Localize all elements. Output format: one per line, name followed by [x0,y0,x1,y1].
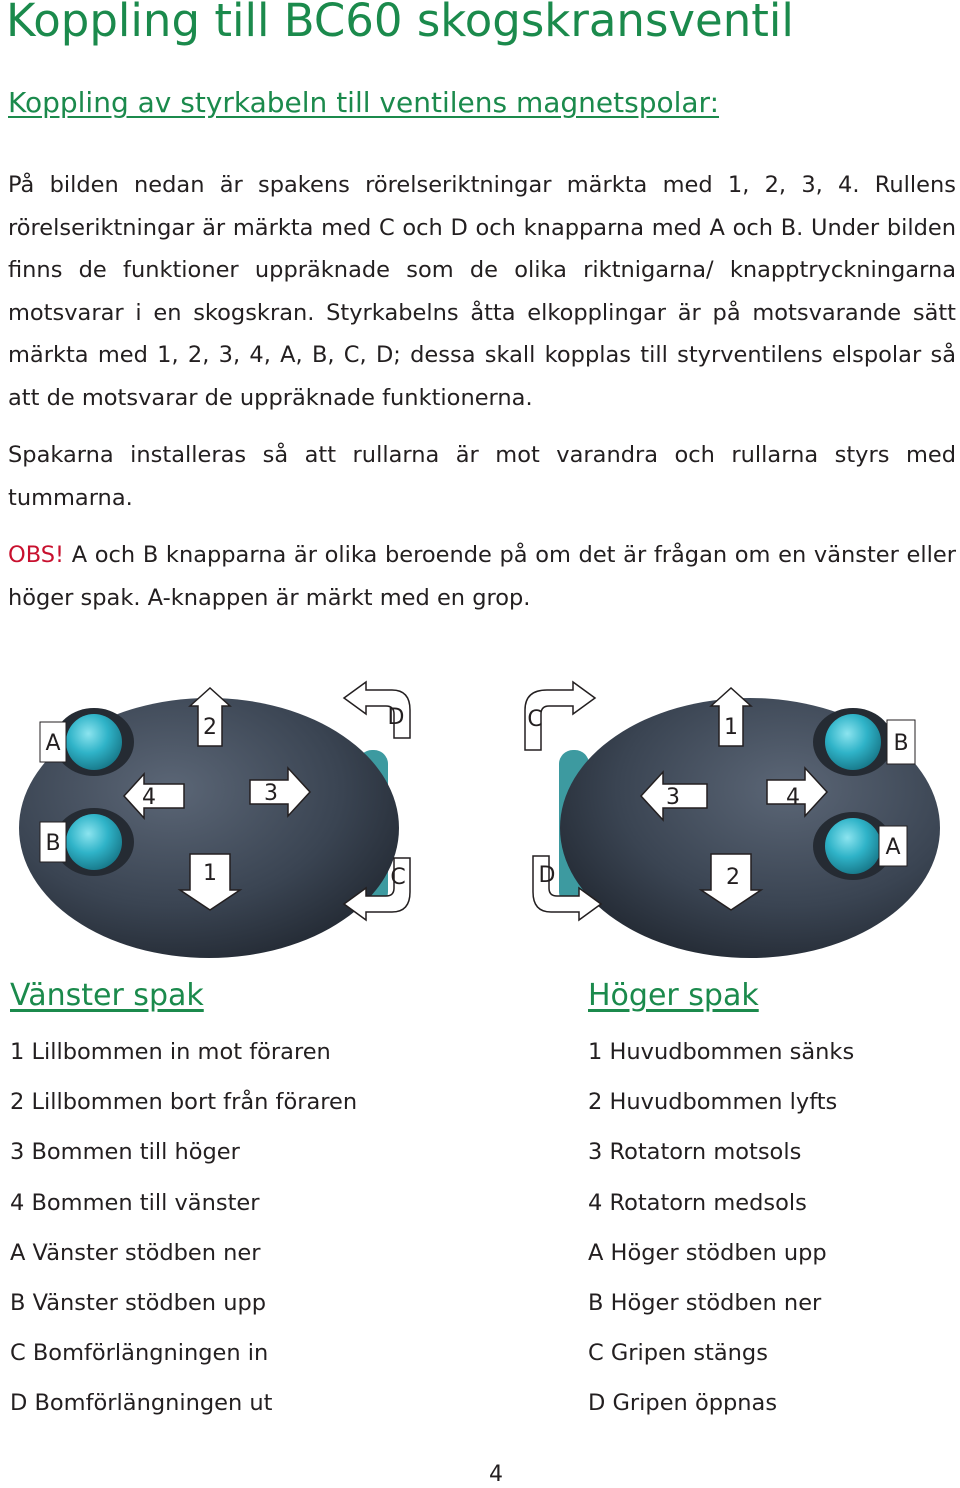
list-item: 3 Bommen till höger [10,1139,240,1166]
button-b [825,714,881,770]
list-item: A Höger stödben upp [588,1239,827,1266]
list-item: D Gripen öppnas [588,1390,778,1417]
label-d: D [387,705,405,730]
obs-text: A och B knapparna är olika beroende på om det är frågan om en vänster eller höger spak. A-knappen är märkt med en grop. [8,542,956,611]
list-item: 1 Huvudbommen sänks [588,1039,855,1065]
label-4: 4 [142,785,156,810]
list-item: 2 Lillbommen bort från föraren [10,1089,358,1116]
label-b: B [45,831,61,856]
label-2: 2 [726,865,740,890]
button-a [66,714,122,770]
list-item: D Bomförlängningen ut [10,1390,273,1417]
list-item: C Gripen stängs [588,1340,768,1367]
right-joystick-diagram [515,658,945,958]
label-2: 2 [203,715,217,740]
list-item: B Vänster stödben upp [10,1290,267,1317]
button-a [825,818,881,874]
right-lever-heading: Höger spak [588,978,759,1013]
label-c: C [527,707,543,732]
right-lever-functions [588,978,960,1429]
obs-label: OBS! [8,542,65,568]
list-item: C Bomförlängningen in [10,1340,269,1367]
label-c: C [390,865,406,890]
label-d: D [538,863,556,888]
list-item: 3 Rotatorn motsols [588,1139,802,1166]
page-number: 4 [489,1462,503,1487]
left-lever-functions [10,978,410,1429]
page-title: Koppling till BC60 skogskransventil [6,0,794,47]
button-b [66,814,122,870]
label-1: 1 [203,861,217,886]
left-lever-heading: Vänster spak [10,978,204,1013]
intro-paragraph: På bilden nedan är spakens rörelseriktningar märkta med 1, 2, 3, 4. Rullens rörelseriktningar är märkta med C och D och knapparna med A och B. Under bilden finns de funktioner uppräknade som de olika riktnigarna/ knapptryckningarna motsvarar i en skogskran. Styrkabelns åtta elkopplingar är på motsvarande sätt märkta med 1, 2, 3, 4, A, B, C, D; dessa skall kopplas till styrventilens elspolar så att de motsvarar de uppräknade funktionerna. [8,172,956,411]
list-item: B Höger stödben ner [588,1290,822,1317]
installation-paragraph: Spakarna installeras så att rullarna är mot varandra och rullarna styrs med tummarna. [8,442,956,511]
list-item: 2 Huvudbommen lyfts [588,1089,838,1116]
label-3: 3 [666,785,680,810]
label-4: 4 [786,785,800,810]
left-joystick-diagram [14,658,444,958]
list-item: 1 Lillbommen in mot föraren [10,1039,331,1065]
label-3: 3 [264,781,278,806]
label-a: A [45,731,61,756]
label-a: A [885,835,901,860]
label-1: 1 [724,715,738,740]
list-item: 4 Bommen till vänster [10,1189,260,1216]
section-subtitle: Koppling av styrkabeln till ventilens magnetspolar: [8,86,720,119]
list-item: A Vänster stödben ner [10,1239,261,1266]
obs-paragraph [8,534,956,619]
label-b: B [893,731,909,756]
list-item: 4 Rotatorn medsols [588,1189,807,1216]
